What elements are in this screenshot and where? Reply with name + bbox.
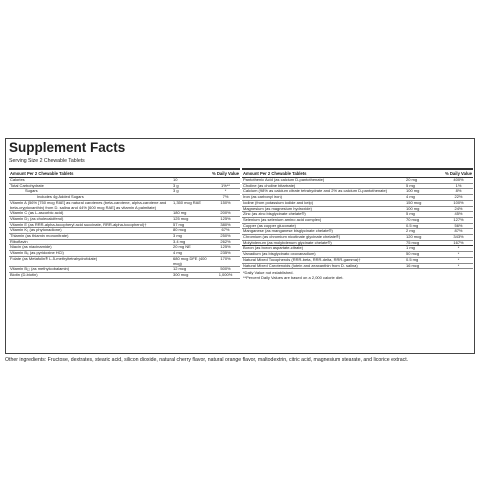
nutrient-amount: 75 mcg [406,239,420,245]
nutrient-name: Vitamin E (as RRR-alpha-tocopheryl acid succinate, RRR-alpha-tocopherol)† [10,221,147,227]
nutrient-name: Vitamin C (as L-ascorbic acid) [10,210,64,216]
nutrient-daily-value: 500% [220,266,231,272]
nutrient-daily-value: 400% [453,177,464,182]
footnotes [242,269,473,281]
panel-title: Supplement Facts [9,140,126,155]
nutrient-amount: 12 mcg [173,266,187,272]
nutrient-amount: 100 mg [406,205,420,211]
nutrient-amount: 16 mcg [406,262,420,268]
nutrient-amount: 2 mg [406,228,415,234]
nutrient-daily-value: 262% [220,238,231,244]
nutrient-row [9,273,240,279]
nutrient-daily-value: 150% [220,199,231,205]
nutrient-name: Iron (as carbonyl iron) [243,194,282,200]
nutrient-amount: 3 g [173,182,179,188]
nutrient-name: Calcium (98% as calcium citrate tetrahydrate and 2% as calcium D-pantothenate) [243,188,388,194]
footnote-dv: *Daily Value not established. [243,270,294,276]
nutrient-daily-value: 1% [455,182,462,188]
nutrient-amount: 100 mg [406,188,420,194]
nutrient-amount: 5 mg [406,182,415,188]
nutrient-daily-value: 22% [454,194,463,200]
left-column [9,168,240,279]
amount-header: Amount Per 2 Chewable Tablets [243,171,307,176]
nutrient-name: Iodine (from potassium iodide and kelp) [243,199,314,205]
nutrient-name: Vanadium (as bisglycinato oxovanadium) [243,251,316,257]
right-column [242,168,473,281]
nutrient-amount: 5 mg [406,211,415,217]
nutrient-daily-value: 100% [453,199,464,205]
nutrient-daily-value: * [457,256,460,262]
nutrient-name: Vitamin K₁ (as phytonadione) [10,227,62,233]
nutrient-amount: 125 mcg [173,215,189,221]
nutrient-name: Thiamin (as thiamin mononitrate) [10,233,69,239]
nutrient-amount: 1 mg [406,245,415,251]
nutrient-amount: 120 mcg [406,234,422,240]
nutrient-amount: 70 mcg [406,216,420,222]
nutrient-name: Includes 4g Added Sugars [37,194,84,200]
nutrient-name: Calories [10,177,25,182]
nutrient-daily-value: 45% [454,211,463,217]
nutrient-daily-value: 7% [222,194,229,200]
nutrient-daily-value: 250% [220,233,231,239]
nutrient-daily-value: 167% [453,239,464,245]
daily-value-header: % Daily Value [445,171,472,176]
nutrient-amount: 0.5 mg [406,256,419,262]
nutrient-amount: 0.5 mg [406,222,419,228]
nutrient-daily-value: 125% [220,215,231,221]
nutrient-daily-value: 127% [453,216,464,222]
nutrient-name: Pantothenic Acid (as calcium D-pantothenate) [243,177,325,182]
nutrient-name: Vitamin A (56% [750 mcg RAE] as natural carotenes (beta-carotene, alpha-carotene and beta-cryptoxanthin) from D. salina and 44% [600 mcg RAE] as vitamin A palmitate) [10,199,167,210]
nutrient-name: Vitamin B₆ (as pyridoxine HCl) [10,250,64,256]
nutrient-name: Riboflavin [10,238,28,244]
nutrient-amount: 1,350 mcg RAE [173,199,202,205]
nutrient-amount: 4 mg [173,250,182,256]
nutrient-daily-value: 67% [221,227,230,233]
supplement-facts-panel [5,138,475,354]
nutrient-amount: 50 mcg [406,251,420,257]
nutrient-name: Biotin (D-biotin) [10,271,38,277]
nutrient-daily-value: 343% [453,234,464,240]
daily-value-header: % Daily Value [212,171,239,176]
nutrient-name: Selenium (as selenium amino acid complex) [243,216,322,222]
nutrient-name: Niacin (as niacinamide) [10,244,52,250]
nutrient-name: Chromium (as chromium nicotinate glycinate chelate®) [243,234,341,240]
footnote-calorie: **Percent Daily Values are based on a 2,000 calorie diet. [243,275,344,281]
nutrient-amount: 20 mg NE [173,244,191,250]
nutrient-daily-value: * [457,251,460,257]
nutrient-daily-value: 200% [220,210,231,216]
serving-size: Serving Size 2 Chewable Tablets [9,158,85,164]
nutrient-daily-value: 125% [220,244,231,250]
nutrient-name: Vitamin D₃ (as cholecalciferol) [10,215,64,221]
nutrient-name: Boron (as boron aspartate-citrate) [243,245,304,251]
nutrient-name: Folate (as Metafolin® L-5-methyltetrahydrofolate) [10,255,98,261]
nutrient-amount: 80 mcg [173,227,187,233]
nutrient-amount: 3 mg [173,233,182,239]
nutrient-amount: 680 mcg DFE (400 mcg) [173,255,207,266]
nutrient-daily-value: 170% [220,255,231,261]
nutrient-daily-value: * [457,262,460,268]
nutrient-daily-value: 87% [454,228,463,234]
nutrient-daily-value: 24% [454,205,463,211]
nutrient-daily-value: * [224,188,227,194]
nutrient-name: Magnesium (as magnesium hydroxide) [243,205,312,211]
nutrient-daily-value: 1,000% [218,271,233,277]
nutrient-amount: 3.4 mg [173,238,186,244]
nutrient-amount: 300 mcg [173,271,189,277]
nutrient-daily-value: 56% [454,222,463,228]
nutrient-daily-value: 380% [220,221,231,227]
nutrient-name: Copper (as copper gluconate) [243,222,296,228]
nutrient-amount: 150 mcg [406,199,422,205]
left-rows [9,178,240,279]
nutrient-name: Natural Mixed Tocopherols (RRR-beta, RRR-delta, RRR-gamma)† [243,256,361,262]
nutrient-name: Vitamin B₁₂ (as methylcobalamin) [10,266,70,272]
nutrient-name: Natural Mixed Carotenoids (lutein and zeaxanthin from D. salina) [243,262,358,268]
amount-header: Amount Per 2 Chewable Tablets [10,171,74,176]
nutrient-name: Manganese (as manganese bisglycinate chelate®) [243,228,333,234]
left-column-header [9,168,240,178]
nutrient-amount: 180 mg [173,210,187,216]
nutrient-name: Molybdenum (as molybdenum glycinate chelate®) [243,239,332,245]
nutrient-name: Total Carbohydrate [10,182,44,188]
nutrient-daily-value: 8% [455,188,462,194]
other-ingredients: Other ingredients: Fructose, dextrates, stearic acid, silicon dioxide, natural cherry flavor, natural orange flavor, maltodextrin, citric acid, magnesium stearate, and licorice extract. [5,357,409,363]
nutrient-daily-value: 235% [220,250,231,256]
nutrient-daily-value: * [457,245,460,251]
nutrient-amount: 3 g [173,188,179,194]
nutrient-amount: 57 mg [173,221,185,227]
nutrient-name: Sugars [25,188,38,194]
nutrient-daily-value: 1%** [221,182,230,188]
nutrient-amount: 4 mg [406,194,415,200]
right-rows [242,178,473,269]
nutrient-name: Zinc (as zinc bisglycinate chelate®) [243,211,306,217]
nutrient-amount: 20 mg [406,177,418,182]
nutrient-name: Choline (as choline bitartrate) [243,182,296,188]
nutrient-amount: 10 [173,177,178,182]
